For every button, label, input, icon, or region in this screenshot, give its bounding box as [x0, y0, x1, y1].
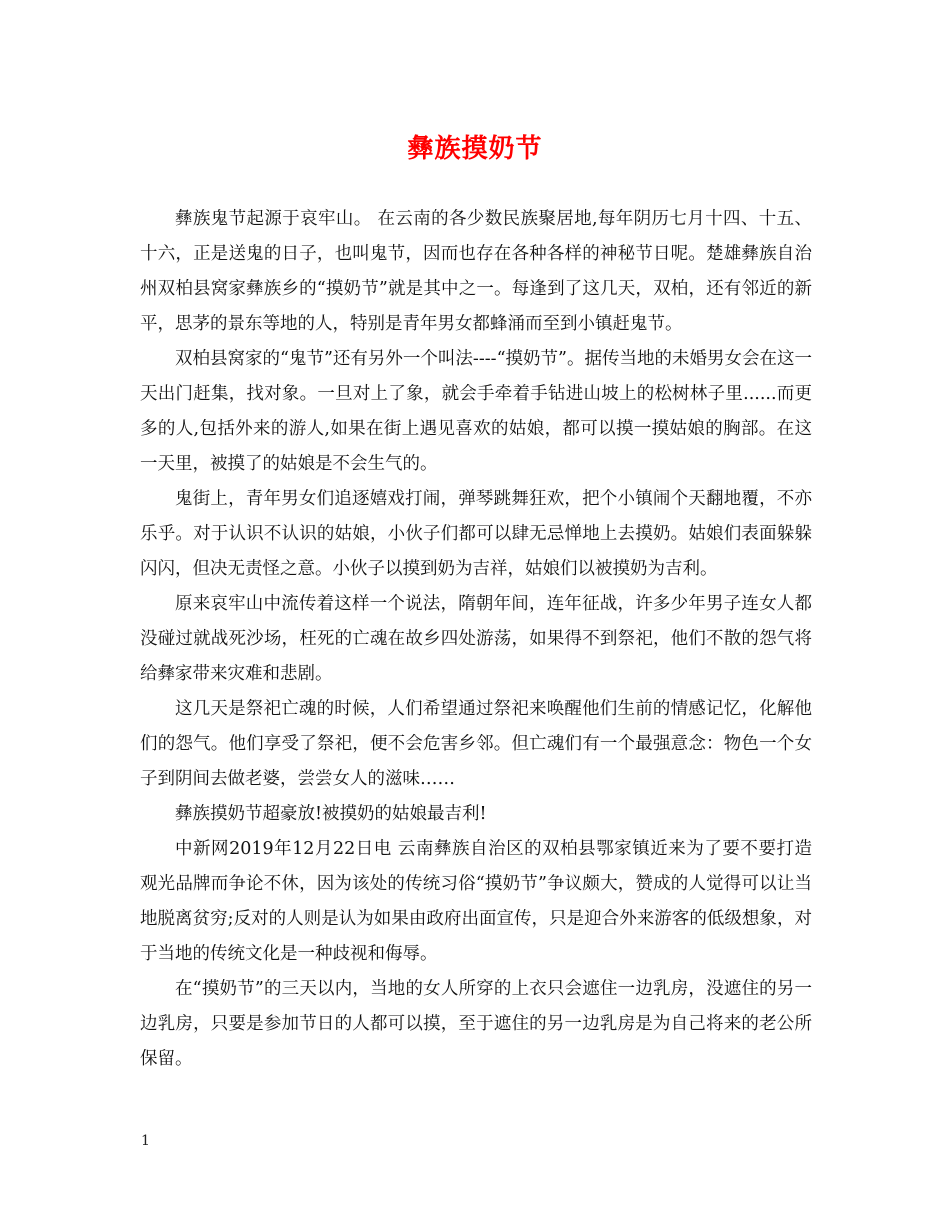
paragraph-5: 这几天是祭祀亡魂的时候，人们希望通过祭祀来唤醒他们生前的情感记忆，化解他们的怨气。他们享受了祭祀，便不会危害乡邻。但亡魂们有一个最强意念：物色一个女子到阴间去做老婆，尝尝女人的滋味…… — [140, 699, 812, 789]
paragraph-2: 双柏县窝家的“鬼节”还有另外一个叫法----“摸奶节”。据传当地的未婚男女会在这一天出门赶集，找对象。一旦对上了象，就会手牵着手钻进山坡上的松树林子里......而更多的人,包括外来的游人,如果在街上遇见喜欢的姑娘，都可以摸一摸姑娘的胸部。在这一天里，被摸了的姑娘是不会生气的。 — [140, 349, 812, 474]
document-body — [140, 202, 812, 1077]
paragraph-4: 原来哀牢山中流传着这样一个说法，隋朝年间，连年征战，许多少年男子连女人都没碰过就战死沙场，枉死的亡魂在故乡四处游荡，如果得不到祭祀，他们不散的怨气将给彝家带来灾难和悲剧。 — [140, 594, 812, 684]
paragraph-6: 彝族摸奶节超豪放!被摸奶的姑娘最吉利! — [175, 804, 487, 824]
page-number: 1 — [141, 1133, 150, 1149]
paragraph-8: 在“摸奶节”的三天以内，当地的女人所穿的上衣只会遮住一边乳房，没遮住的另一边乳房，只要是参加节日的人都可以摸，至于遮住的另一边乳房是为自己将来的老公所保留。 — [140, 979, 812, 1069]
paragraph-1: 彝族鬼节起源于哀牢山。 在云南的各少数民族聚居地,每年阴历七月十四、十五、十六，正是送鬼的日子，也叫鬼节，因而也存在各种各样的神秘节日呢。楚雄彝族自治州双柏县窝家彝族乡的“摸奶节”就是其中之一。每逢到了这几天，双柏，还有邻近的新平，思茅的景东等地的人，特别是青年男女都蜂涌而至到小镇赶鬼节。 — [140, 209, 812, 334]
paragraph-3: 鬼街上，青年男女们追逐嬉戏打闹，弹琴跳舞狂欢，把个小镇闹个天翻地覆，不亦乐乎。对于认识不认识的姑娘，小伙子们都可以肆无忌惮地上去摸奶。姑娘们表面躲躲闪闪，但决无责怪之意。小伙子以摸到奶为吉祥，姑娘们以被摸奶为吉利。 — [140, 489, 812, 579]
paragraph-7: 中新网2019年12月22日电 云南彝族自治区的双柏县鄂家镇近来为了要不要打造观光品牌而争论不休，因为该处的传统习俗“摸奶节”争议颇大，赞成的人觉得可以让当地脱离贫穷;反对的人则是认为如果由政府出面宣传，只是迎合外来游客的低级想象，对于当地的传统文化是一种歧视和侮辱。 — [140, 839, 812, 964]
document-title: 彝族摸奶节 — [407, 134, 543, 164]
